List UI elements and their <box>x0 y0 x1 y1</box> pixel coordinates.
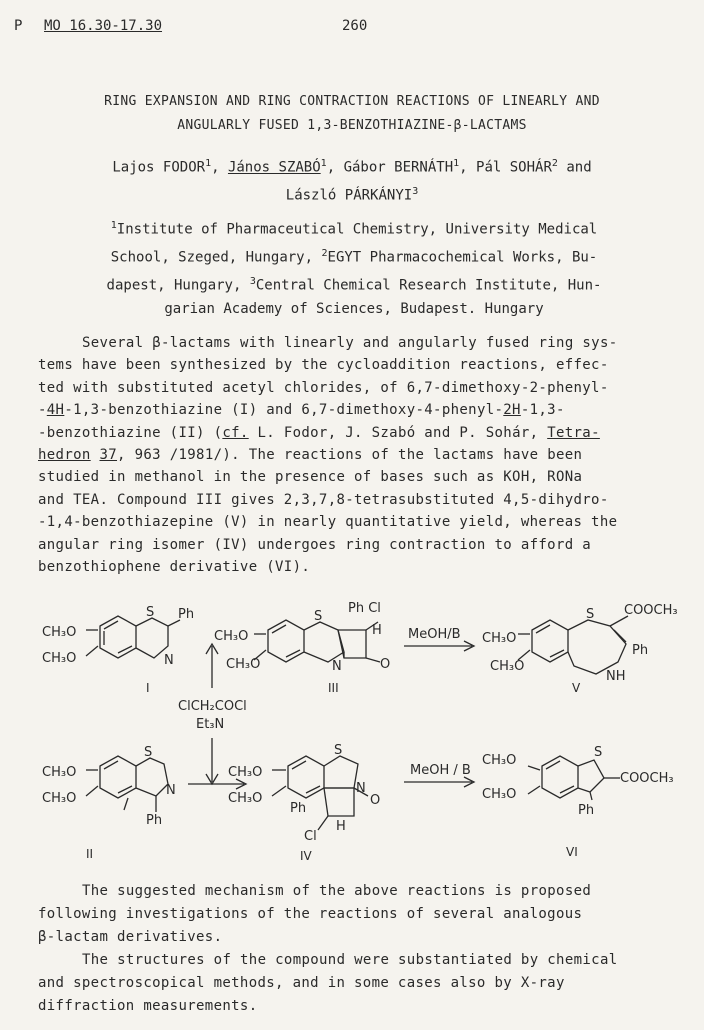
condition-methanol-base: MeOH/B <box>408 627 461 642</box>
affil-1: Institute of Pharmaceutical Chemistry, University Medical <box>116 221 598 238</box>
methoxy-label: CH₃O <box>228 765 263 780</box>
affiliations <box>64 214 644 322</box>
methoxy-label: CH₃O <box>42 625 77 640</box>
phenyl-label: Ph <box>290 801 307 816</box>
methoxy-label: CH₃O <box>482 787 517 802</box>
hydrogen-label: H <box>336 819 346 834</box>
journal-name: Tetra- <box>547 424 600 441</box>
arrow-to-V <box>404 641 474 651</box>
author-5: László PÁRKÁNYI <box>285 187 413 204</box>
abstract-line: ted with substituted acetyl chlorides, of 6,7-dimethoxy-2-phenyl- <box>38 379 609 396</box>
methoxy-label: CH₃O <box>226 657 261 672</box>
methoxy-label: CH₃O <box>490 659 525 674</box>
methoxy-label: CH₃O <box>214 629 249 644</box>
phenyl-label: Ph <box>146 813 163 828</box>
paper-title <box>30 90 674 138</box>
conclusion-line: The suggested mechanism of the above reactions is proposed <box>82 883 592 899</box>
h-notation: 2H <box>503 402 521 419</box>
sulfur-label: S <box>314 609 323 624</box>
phenyl-chloro-label: Ph Cl <box>348 601 381 616</box>
compound-VI <box>482 745 674 859</box>
methoxy-label: CH₃O <box>228 791 263 806</box>
author-2: János SZABÓ <box>227 159 321 176</box>
conclusion-line: diffraction measurements. <box>38 998 258 1014</box>
page-number: 260 <box>342 18 368 34</box>
methoxy-label: CH₃O <box>42 791 77 806</box>
affil-2-mark: 2 <box>321 248 328 260</box>
compound-V <box>482 603 678 695</box>
abstract-line: angular ring isomer (IV) undergoes ring contraction to afford a <box>38 536 592 553</box>
phenyl-label: Ph <box>578 803 595 818</box>
abstract-line: -4H-1,3-benzothiazine (I) and 6,7-dimethoxy-4-phenyl-2H-1,3- <box>38 402 565 419</box>
sulfur-label: S <box>586 607 595 622</box>
conclusion-line: and spectroscopical methods, and in some cases also by X-ray <box>38 975 565 991</box>
author-3-affil: 1 <box>453 158 460 169</box>
sulfur-label: S <box>144 745 153 760</box>
author-4: Pál SOHÁR <box>476 159 552 176</box>
conclusion-line: β-lactam derivatives. <box>38 929 223 945</box>
abstract-line: benzothiophene derivative (VI). <box>38 559 311 576</box>
sulfur-label: S <box>334 743 343 758</box>
reaction-scheme <box>28 600 688 880</box>
conclusion-line: following investigations of the reactions of several analogous <box>38 906 583 922</box>
author-4-affil: 2 <box>551 158 558 169</box>
abstract-line: Several β-lactams with linearly and angularly fused ring sys- <box>82 335 618 351</box>
affil-1-mark: 1 <box>110 220 117 231</box>
conclusion-line: The structures of the compound were substantiated by chemical <box>82 952 618 968</box>
ester-label: COOCH₃ <box>620 771 674 786</box>
amine-label: NH <box>606 669 626 684</box>
author-1: Lajos FODOR <box>112 159 206 176</box>
chloro-label: Cl <box>304 829 317 844</box>
label-V: V <box>572 681 581 695</box>
reaction-arrow-up <box>206 644 218 688</box>
nitrogen-label: N <box>166 783 176 798</box>
author-2-affil: 1 <box>320 158 327 169</box>
abstract <box>38 332 664 578</box>
label-VI: VI <box>566 845 578 859</box>
compound-II <box>42 745 176 861</box>
title-line-1: RING EXPANSION AND RING CONTRACTION REACTIONS OF LINEARLY AND <box>104 94 600 109</box>
arrow-to-VI <box>404 777 474 787</box>
label-III: III <box>328 681 339 695</box>
author-1-affil: 1 <box>205 158 212 169</box>
phenyl-label: Ph <box>178 607 195 622</box>
abstract-line: studied in methanol in the presence of bases such as KOH, RONa <box>38 469 583 486</box>
abstract-line: -benzothiazine (II) (cf. L. Fodor, J. Szabó and P. Sohár, Tetra- <box>38 424 600 441</box>
sulfur-label: S <box>146 605 155 620</box>
arrow-to-IV <box>188 779 246 789</box>
sulfur-label: S <box>594 745 603 760</box>
compound-III <box>214 601 390 695</box>
affil-1b: School, Szeged, Hungary, <box>110 249 314 266</box>
nitrogen-label: N <box>164 653 174 668</box>
affil-3b: garian Academy of Sciences, Budapest. Hungary <box>164 301 544 318</box>
affil-2b: dapest, Hungary, <box>106 277 242 294</box>
session-time: MO 16.30-17.30 <box>44 18 163 34</box>
affil-2: EGYT Pharmacochemical Works, Bu- <box>327 249 598 266</box>
abstract-line: and TEA. Compound III gives 2,3,7,8-tetrasubstituted 4,5-dihydro- <box>38 491 609 508</box>
author-list: Lajos FODOR$^1$, János SZABÓ$^1$, Gábor BERNÁTH$^1$, Pál SOHÁR$^2$ and László PÁRKÁNYI$^3$ <box>112 158 592 204</box>
title-line-2: ANGULARLY FUSED 1,3-BENZOTHIAZINE-β-LACTAMS <box>177 118 527 133</box>
methoxy-label: CH₃O <box>482 753 517 768</box>
oxygen-label: O <box>370 793 381 808</box>
compound-I <box>42 605 194 695</box>
affil-3: Central Chemical Research Institute, Hun- <box>255 277 602 294</box>
condition-methanol-base: MeOH / B <box>410 763 471 778</box>
ester-label: COOCH₃ <box>624 603 678 618</box>
conclusion-text <box>38 880 678 1018</box>
affil-3-mark: 3 <box>249 276 256 288</box>
reagent-base: Et₃N <box>196 717 225 732</box>
journal-volume: 37 <box>99 447 118 464</box>
reaction-arrow-down <box>206 738 218 784</box>
journal-name: hedron <box>38 447 91 464</box>
methoxy-label: CH₃O <box>42 651 77 666</box>
reagent-acyl-chloride: ClCH₂COCl <box>178 699 247 714</box>
header-letter: P <box>14 18 23 34</box>
abstract-line: hedron 37, 963 /1981/). The reactions of the lactams have been <box>38 447 583 464</box>
abstract-line: tems have been synthesized by the cycloaddition reactions, effec- <box>38 357 609 374</box>
cf-ref: cf. <box>222 424 249 441</box>
label-I: I <box>146 681 150 695</box>
nitrogen-label: N <box>356 781 366 796</box>
phenyl-label: Ph <box>632 643 649 658</box>
label-II: II <box>86 847 94 861</box>
hydrogen-label: H <box>372 623 382 638</box>
author-5-affil: 3 <box>412 185 419 197</box>
label-IV: IV <box>300 849 312 863</box>
author-and: and <box>566 159 592 176</box>
oxygen-label: O <box>380 657 391 672</box>
methoxy-label: CH₃O <box>42 765 77 780</box>
nitrogen-label: N <box>332 659 342 674</box>
abstract-line: -1,4-benzothiazepine (V) in nearly quantitative yield, whereas the <box>38 514 618 531</box>
author-3: Gábor BERNÁTH <box>343 159 454 176</box>
compound-IV <box>228 743 380 863</box>
methoxy-label: CH₃O <box>482 631 517 646</box>
h-notation: 4H <box>46 402 65 419</box>
